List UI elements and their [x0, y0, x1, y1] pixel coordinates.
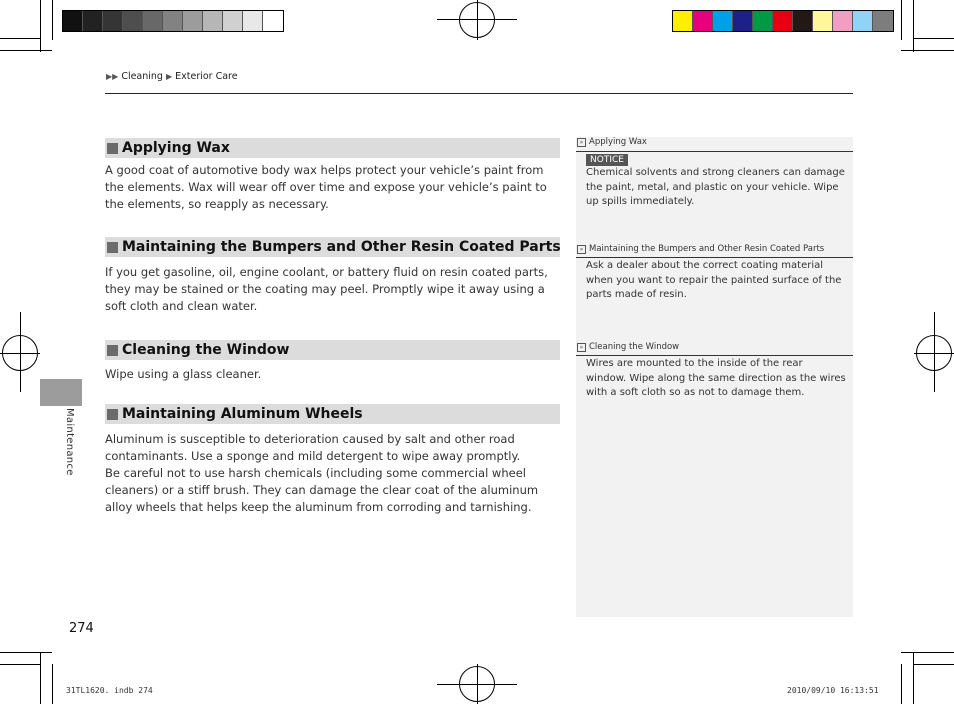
paragraph: A good coat of automotive body wax helps protect your vehicle’s paint from the elements. Wax will wear off over time and expose your vehicle’s paint to the elements, so reapply as necessary. — [105, 163, 547, 211]
color-swatch — [713, 11, 733, 31]
breadcrumb-arrow-icon: ▶▶ — [106, 72, 119, 81]
section-title: Maintaining the Bumpers and Other Resin Coated Parts — [122, 239, 561, 255]
reference-icon: » — [577, 138, 586, 147]
note-heading-bumpers — [576, 244, 853, 254]
note-rule — [576, 257, 853, 258]
color-swatch — [773, 11, 793, 31]
section-body-bumpers — [105, 264, 561, 315]
color-swatch — [163, 11, 183, 31]
footer-timestamp: 2010/09/10 16:13:51 — [787, 686, 879, 695]
color-swatch — [673, 11, 693, 31]
color-swatch — [753, 11, 773, 31]
color-swatch — [123, 11, 143, 31]
paragraph: If you get gasoline, oil, engine coolant, or battery fluid on resin coated parts, they may be stained or the coating may peel. Promptly wipe it away using a soft cloth and clean water. — [105, 265, 548, 313]
color-swatch — [813, 11, 833, 31]
note-heading-cleaning-window — [576, 342, 853, 352]
section-square-icon — [107, 409, 118, 420]
section-square-icon — [107, 345, 118, 356]
note-title: Applying Wax — [589, 137, 647, 147]
section-square-icon — [107, 242, 118, 253]
section-heading-bumpers — [105, 237, 560, 257]
color-swatch — [103, 11, 123, 31]
color-swatch — [733, 11, 753, 31]
page-number: 274 — [69, 621, 94, 636]
note-title: Cleaning the Window — [589, 342, 680, 352]
note-text: Chemical solvents and strong cleaners can damage the paint, metal, and plastic on your vehicle. Wipe up spills immediately. — [586, 167, 845, 207]
section-square-icon — [107, 143, 118, 154]
color-swatch — [853, 11, 873, 31]
note-heading-applying-wax — [576, 137, 853, 147]
color-swatch — [793, 11, 813, 31]
note-title: Maintaining the Bumpers and Other Resin Coated Parts — [589, 244, 825, 254]
reference-icon: » — [577, 245, 586, 254]
grayscale-color-bar — [62, 10, 284, 32]
breadcrumb-item: Cleaning — [121, 71, 163, 82]
note-text: Ask a dealer about the correct coating material when you want to repair the painted surface of the parts made of resin. — [586, 260, 842, 300]
notice-badge: NOTICE — [586, 154, 628, 166]
color-swatch — [263, 11, 283, 31]
color-swatch — [63, 11, 83, 31]
color-swatch — [833, 11, 853, 31]
section-heading-applying-wax — [105, 138, 560, 158]
color-swatch — [243, 11, 263, 31]
section-body-cleaning-window — [105, 366, 561, 383]
paragraph: Aluminum is susceptible to deterioration caused by salt and other road contaminants. Use a sponge and mild detergent to wipe away promptly. — [105, 432, 521, 463]
section-title: Applying Wax — [122, 140, 230, 156]
paragraph: Wipe using a glass cleaner. — [105, 367, 262, 381]
breadcrumb-item: Exterior Care — [175, 71, 238, 82]
section-body-applying-wax — [105, 162, 561, 213]
chapter-tab — [40, 379, 82, 406]
color-swatch — [873, 11, 893, 31]
breadcrumb-arrow-icon: ▶ — [165, 72, 173, 81]
breadcrumb — [106, 71, 238, 82]
paragraph: Be careful not to use harsh chemicals (including some commercial wheel cleaners) or a stiff brush. They can damage the clear coat of the aluminum alloy wheels that helps keep the aluminum from corroding and tarnishing. — [105, 466, 539, 514]
process-color-bar — [672, 10, 894, 32]
section-title: Cleaning the Window — [122, 342, 290, 358]
section-heading-aluminum-wheels — [105, 404, 560, 424]
header-rule — [105, 93, 853, 94]
note-rule — [576, 355, 853, 356]
reference-icon: » — [577, 343, 586, 352]
color-swatch — [143, 11, 163, 31]
section-heading-cleaning-window — [105, 340, 560, 360]
color-swatch — [83, 11, 103, 31]
color-swatch — [223, 11, 243, 31]
color-swatch — [203, 11, 223, 31]
note-rule — [576, 151, 853, 152]
chapter-tab-label: Maintenance — [64, 408, 75, 476]
footer-file-info: 31TL1620. indb 274 — [66, 686, 153, 695]
color-swatch — [183, 11, 203, 31]
section-body-aluminum-wheels — [105, 431, 561, 516]
section-title: Maintaining Aluminum Wheels — [122, 406, 363, 422]
note-text: Wires are mounted to the inside of the rear window. Wipe along the same direction as the wires with a soft cloth so as not to damage them. — [586, 358, 846, 398]
color-swatch — [693, 11, 713, 31]
